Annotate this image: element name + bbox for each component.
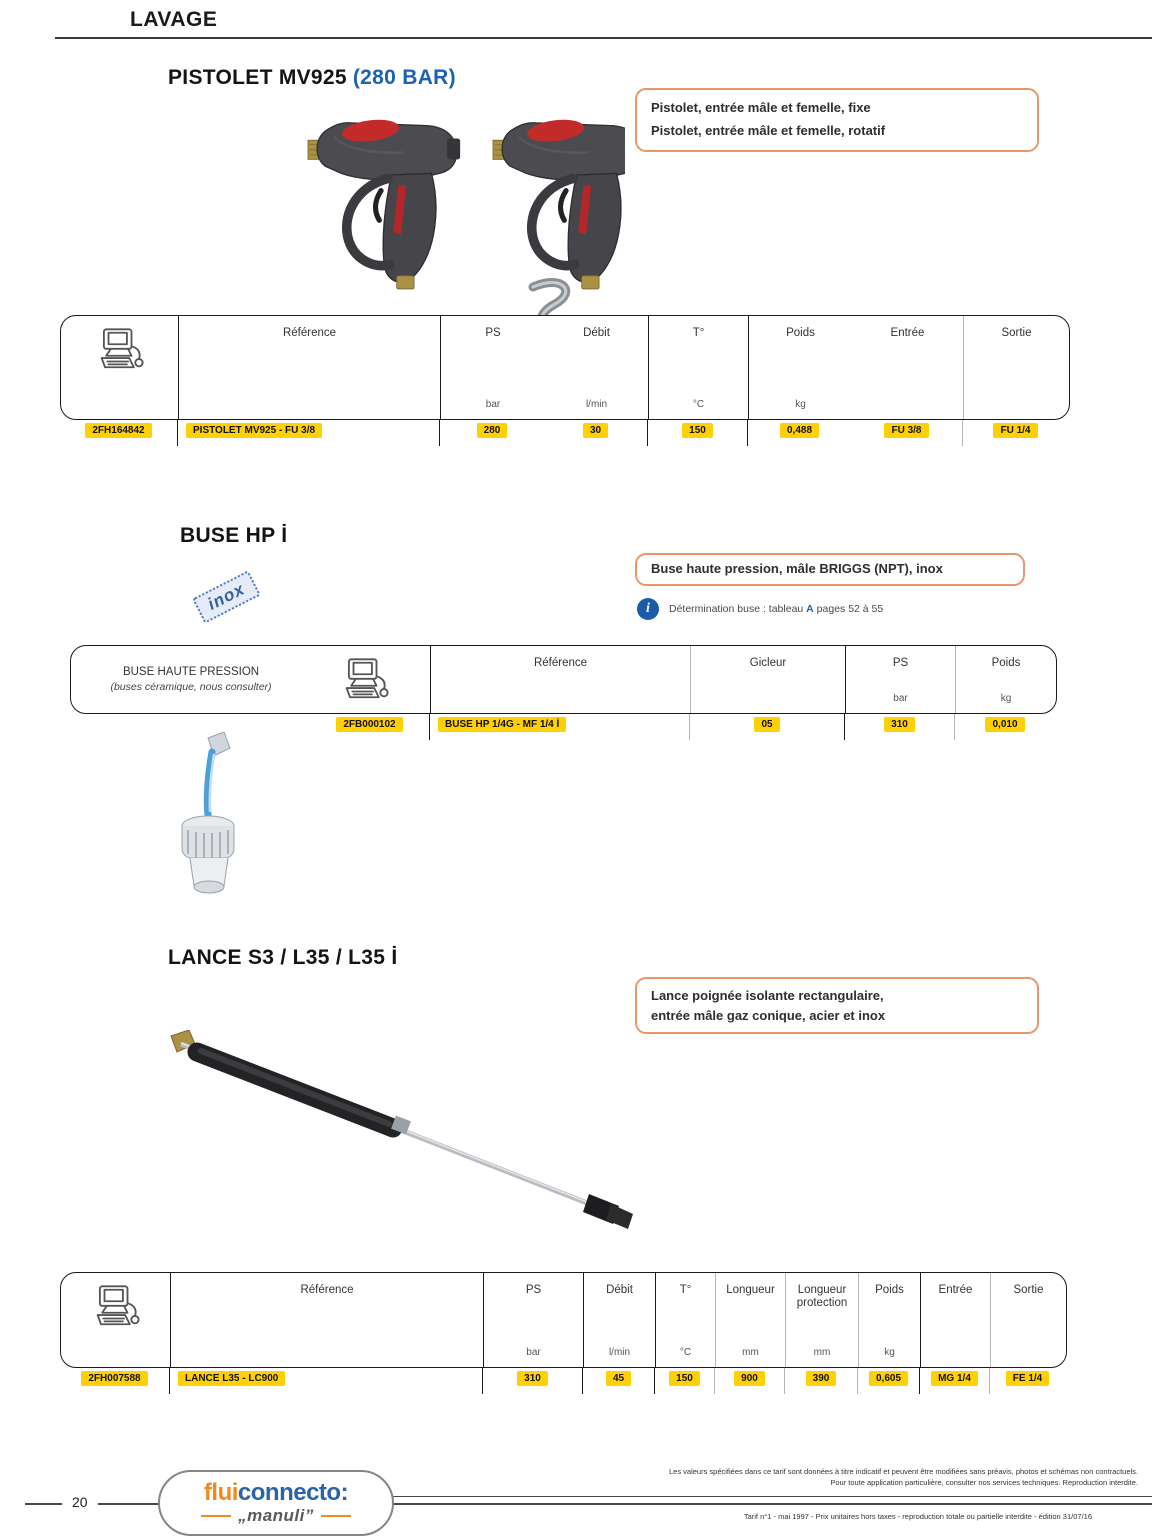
logo-dash-right — [321, 1515, 351, 1517]
lance-sortie-value: FE 1/4 — [1006, 1371, 1049, 1386]
col-sortie: Sortie — [1001, 327, 1032, 339]
col-entree: Entrée — [938, 1284, 973, 1296]
col-ps: PS — [525, 1284, 542, 1296]
col-poids: Poids — [991, 657, 1021, 669]
lance-callout — [635, 977, 1039, 1034]
page-number: 20 — [62, 1494, 98, 1510]
buse-left-sublabel: (buses céramique, nous consulter) — [110, 681, 272, 694]
computer-order-icon — [90, 1284, 142, 1330]
info-icon: i — [637, 598, 659, 620]
buse-info-text — [669, 603, 883, 615]
lance-debit-value: 45 — [606, 1371, 631, 1386]
buse-gicleur-value: 05 — [754, 717, 779, 732]
lance-ref-code: 2FH007588 — [81, 1371, 147, 1386]
lance-callout-line2: entrée mâle gaz conique, acier et inox — [651, 1007, 886, 1023]
col-temperature: T° — [692, 327, 705, 339]
lance-poids-value: 0,605 — [869, 1371, 908, 1386]
lance-longueur-value: 900 — [734, 1371, 765, 1386]
buse-title-text: BUSE HP İ — [180, 524, 288, 547]
logo-flui: flui — [203, 1478, 238, 1506]
pistolet-sortie-value: FU 1/4 — [993, 423, 1037, 438]
header-rule — [55, 37, 1152, 39]
section-title-pistolet — [168, 66, 456, 90]
footer-edition-text: Tarif n°1 - mai 1997 - Prix unitaires hors taxes - reproduction totale ou partielle interdite - édition 31/07/16 — [743, 1512, 1092, 1521]
lance-entree-value: MG 1/4 — [931, 1371, 978, 1386]
buse-poids-value: 0,010 — [985, 717, 1024, 732]
buse-ref-code: 2FB000102 — [336, 717, 402, 732]
footer-disclaimer — [578, 1466, 1138, 1489]
col-reference: Référence — [300, 1284, 354, 1296]
col-debit: Débit — [583, 327, 610, 339]
pistolet-table-header — [60, 315, 1070, 420]
unit-temperature: °C — [679, 1347, 692, 1358]
fluiconnecto-logo — [158, 1470, 394, 1536]
unit-poids: kg — [1000, 693, 1012, 704]
buse-table-left-cell — [71, 646, 431, 713]
unit-temperature: °C — [692, 399, 705, 410]
unit-poids: kg — [884, 1347, 895, 1358]
col-debit: Débit — [606, 1284, 633, 1296]
pistolet-title-text: PISTOLET MV925 — [168, 66, 347, 89]
buse-photo — [150, 730, 270, 900]
pistolet-table-icon-cell — [61, 316, 179, 419]
buse-designation: BUSE HP 1/4G - MF 1/4 İ — [438, 717, 566, 732]
pistolet-callout-line2: Pistolet, entrée mâle et femelle, rotatif — [651, 122, 886, 138]
pistolet-ref-code: 2FH164842 — [85, 423, 151, 438]
col-gicleur: Gicleur — [749, 657, 787, 669]
buse-info-note — [637, 598, 883, 620]
footer-rule-top — [392, 1496, 1152, 1497]
logo-connecto: connecto: — [237, 1478, 349, 1506]
unit-debit: l/min — [608, 1347, 631, 1358]
pistolet-debit-value: 30 — [583, 423, 608, 438]
logo-dash-left — [201, 1515, 231, 1517]
logo-manuli: „manuli” — [238, 1505, 314, 1525]
pistolet-photo — [195, 102, 625, 317]
lance-photo — [165, 1030, 635, 1245]
col-reference: Référence — [533, 657, 588, 669]
col-poids: Poids — [875, 1284, 904, 1296]
computer-order-icon — [94, 327, 146, 373]
pistolet-entree-value: FU 3/8 — [884, 423, 928, 438]
lance-title-text: LANCE S3 / L35 / L35 İ — [168, 946, 398, 969]
buse-callout-line1: Buse haute pression, mâle BRIGGS (NPT), inox — [651, 561, 943, 576]
page-category-title: LAVAGE — [130, 8, 218, 31]
logo-wordmark — [203, 1478, 349, 1506]
col-ps: PS — [892, 657, 909, 669]
lance-callout-line1: Lance poignée isolante rectangulaire, — [651, 988, 884, 1003]
pistolet-temp-value: 150 — [682, 423, 713, 438]
col-longueur-protection: Longueur protection — [796, 1284, 848, 1310]
buse-callout — [635, 553, 1025, 586]
info-suffix: pages 52 à 55 — [813, 603, 884, 615]
pistolet-callout — [635, 88, 1039, 152]
section-title-lance — [168, 946, 398, 970]
info-prefix: Détermination buse : tableau — [669, 603, 807, 615]
unit-ps: bar — [485, 399, 501, 410]
section-title-buse — [180, 524, 287, 548]
unit-debit: l/min — [585, 399, 608, 410]
col-poids: Poids — [786, 327, 815, 339]
pistolet-title-pressure: (280 BAR) — [352, 66, 456, 89]
lance-temp-value: 150 — [669, 1371, 700, 1386]
buse-left-label: BUSE HAUTE PRESSION — [122, 665, 260, 678]
pistolet-designation: PISTOLET MV925 - FU 3/8 — [186, 423, 322, 438]
lance-table-header — [60, 1272, 1067, 1368]
inox-stamp: inox — [192, 570, 261, 624]
unit-longueur: mm — [742, 1347, 759, 1358]
unit-poids: kg — [795, 399, 806, 410]
footer-edition-line — [472, 1511, 1092, 1522]
col-temperature: T° — [679, 1284, 692, 1296]
info-table-link: A — [806, 603, 814, 615]
col-entree: Entrée — [890, 327, 925, 339]
pistolet-callout-line1: Pistolet, entrée mâle et femelle, fixe — [651, 100, 871, 115]
col-ps: PS — [485, 327, 501, 339]
unit-ps: bar — [893, 693, 908, 704]
lance-longprot-value: 390 — [806, 1371, 837, 1386]
lance-ps-value: 310 — [517, 1371, 548, 1386]
buse-table-header — [70, 645, 1057, 714]
footer-disclaimer-line1: Les valeurs spécifiées dans ce tarif sont données à titre indicatif et peuvent être modifiées sans préavis, photos et schémas non contractuels. — [668, 1467, 1138, 1476]
lance-table-icon-cell — [61, 1273, 171, 1367]
footer-disclaimer-line2: Pour toute application particulière, consulter nos services techniques. Reproduction interdite. — [830, 1478, 1138, 1488]
buse-ps-value: 310 — [884, 717, 915, 732]
computer-order-icon — [339, 657, 391, 703]
pistolet-poids-value: 0,488 — [780, 423, 819, 438]
unit-longueur-protection: mm — [813, 1347, 831, 1358]
col-longueur: Longueur — [726, 1284, 775, 1296]
unit-ps: bar — [526, 1347, 541, 1358]
lance-designation: LANCE L35 - LC900 — [178, 1371, 285, 1386]
col-reference: Référence — [282, 327, 337, 339]
lance-table-row — [60, 1368, 1065, 1394]
col-sortie: Sortie — [1013, 1284, 1044, 1296]
pistolet-table-row — [60, 420, 1068, 446]
pistolet-ps-value: 280 — [477, 423, 508, 438]
